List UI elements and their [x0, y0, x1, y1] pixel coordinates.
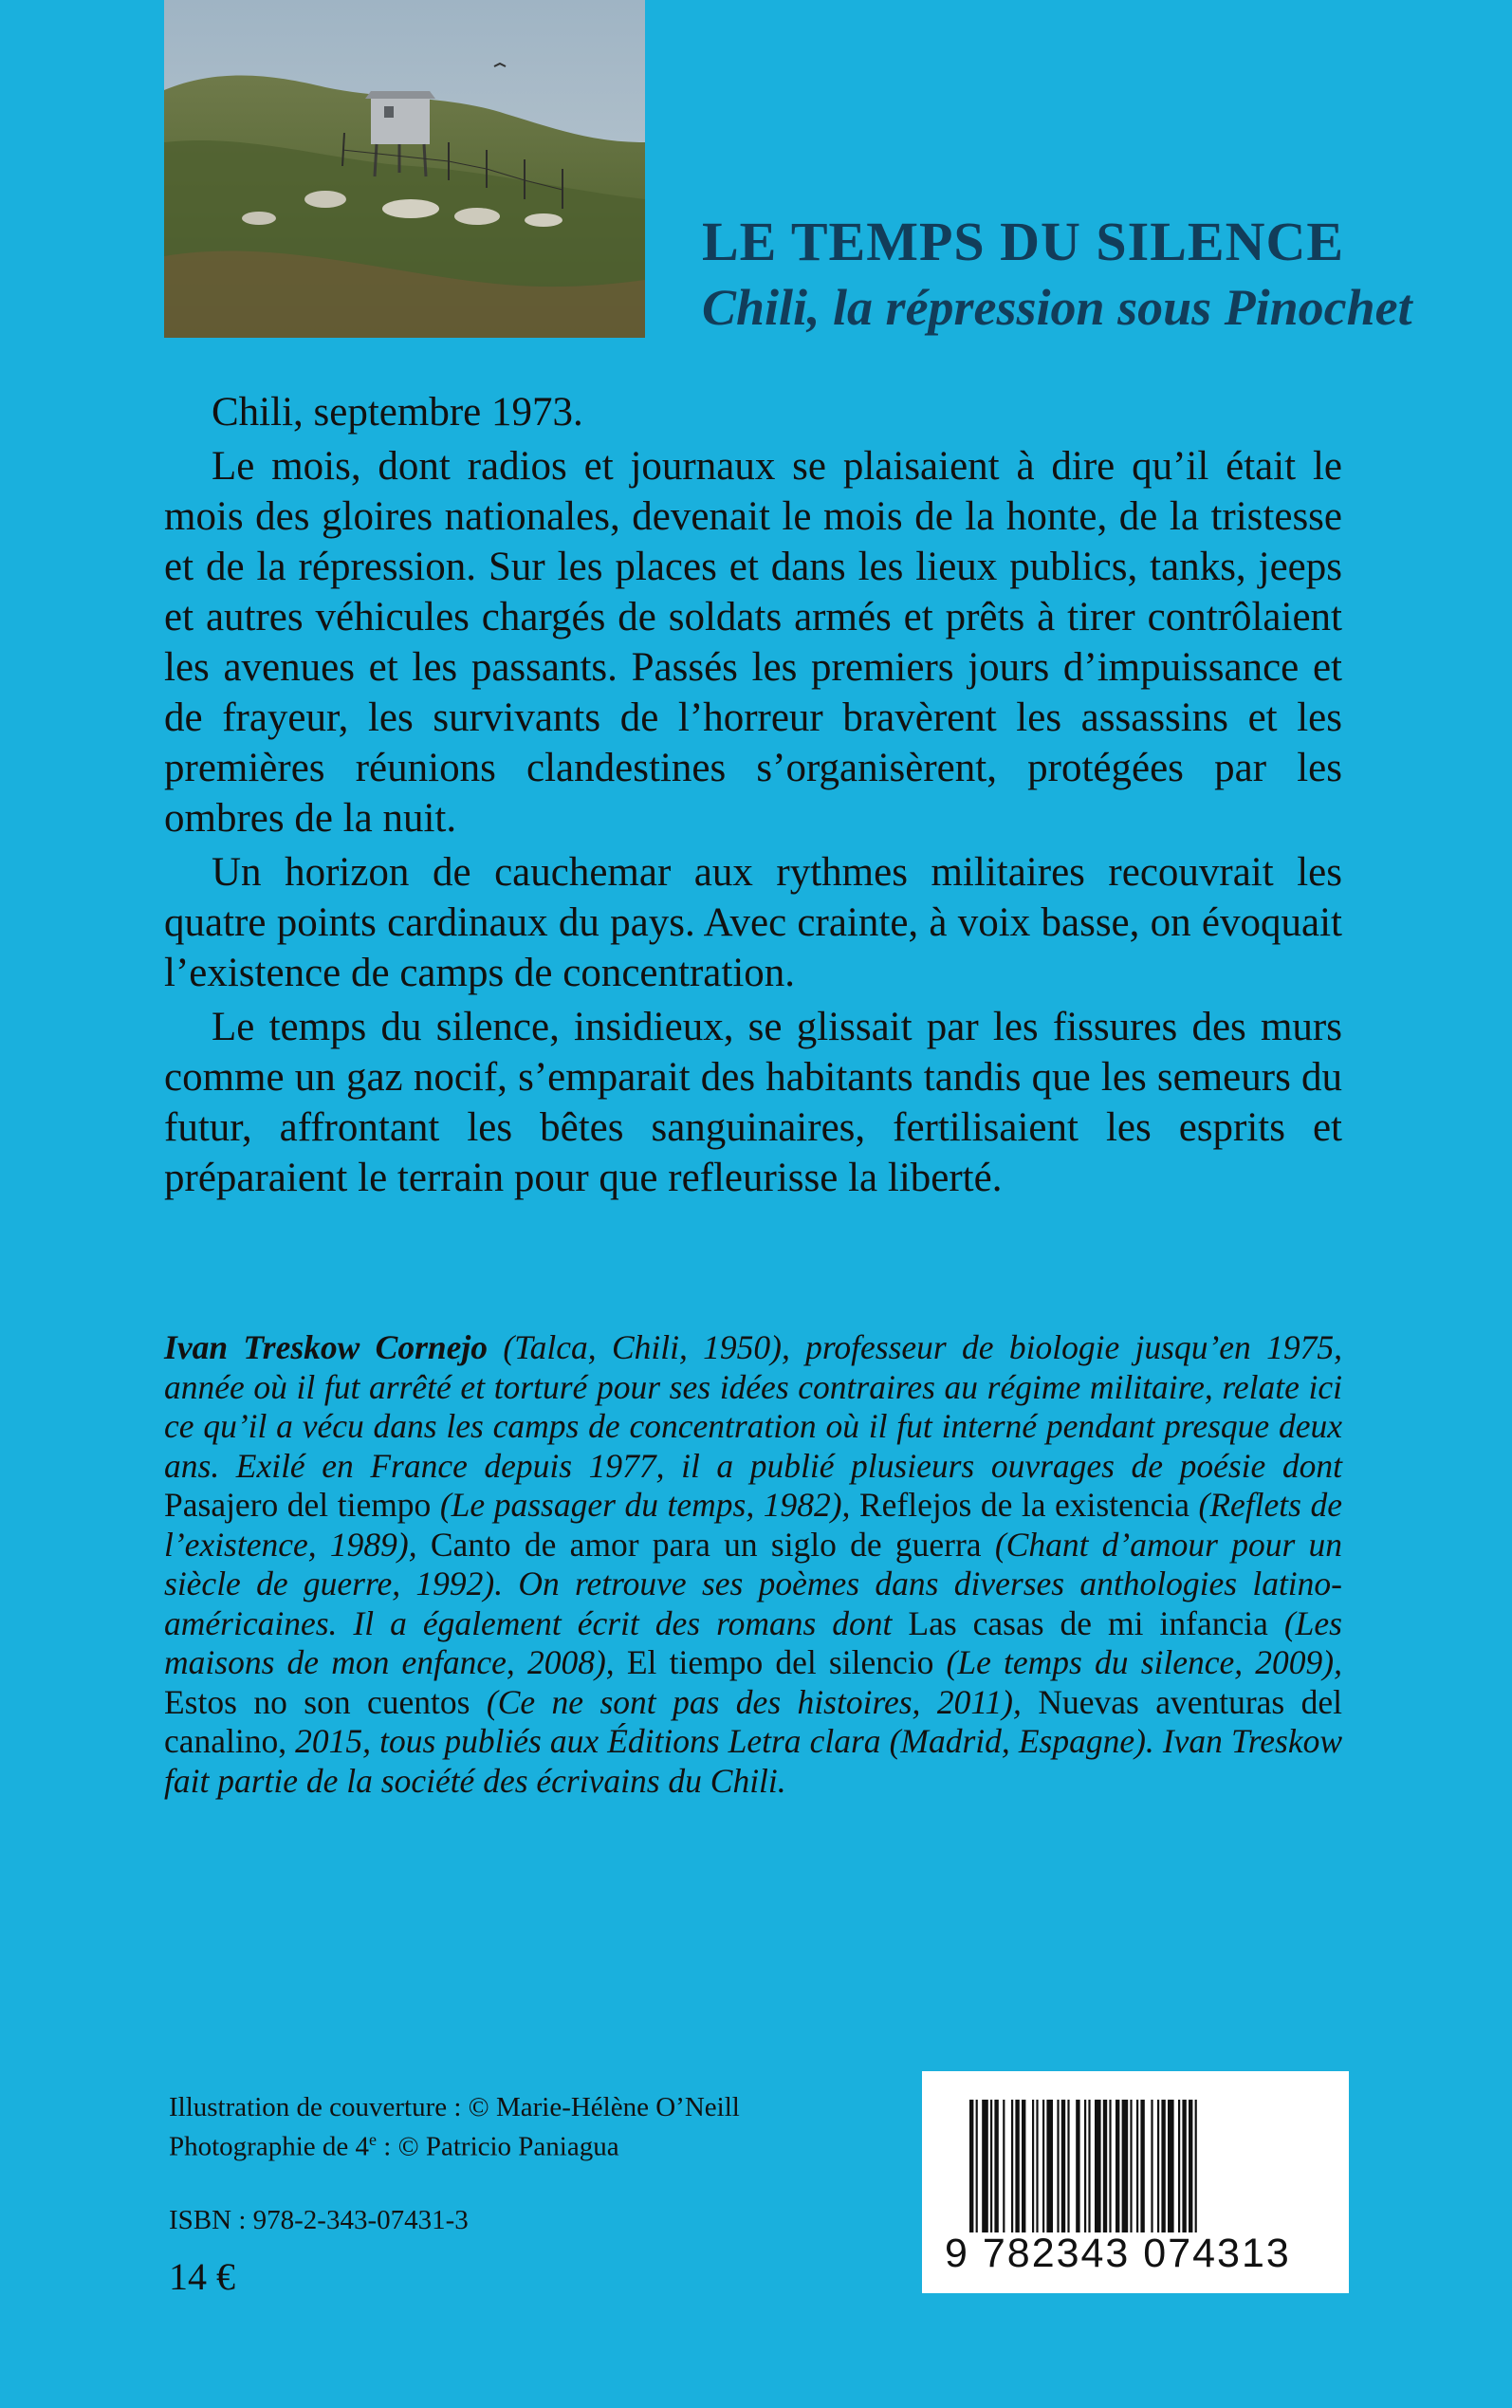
bio-text: 2015, tous publiés aux Éditions Letra clara (Madrid, Espagne). Ivan Treskow fait partie de la société des écrivains du Chili. [164, 1722, 1342, 1800]
isbn: ISBN : 978-2-343-07431-3 [169, 2205, 469, 2235]
barcode-bar [1046, 2100, 1053, 2232]
barcode-bar [1057, 2100, 1059, 2232]
photo-credit-prefix: Photographie de 4 [169, 2131, 370, 2162]
barcode [922, 2071, 1349, 2293]
photo-credit-sup: e [369, 2130, 378, 2149]
book-reference: Estos no son cuentos [164, 1682, 470, 1721]
bio-text: (Reflets de l’existence, 1989), [164, 1486, 1342, 1564]
author-bio [164, 1328, 1342, 1801]
barcode-bar [1130, 2100, 1132, 2232]
synopsis-paragraph: Un horizon de cauchemar aux rythmes militaires recouvrait les quatre points cardinaux du pays. Avec crainte, à voix basse, on évoquait l’existence de camps de concentration. [164, 850, 1342, 995]
book-reference: Pasajero del tiempo [164, 1486, 432, 1524]
book-reference: El tiempo del silencio [626, 1643, 934, 1681]
barcode-bar [1189, 2100, 1192, 2232]
barcode-bar [1011, 2100, 1013, 2232]
barcode-bar [1195, 2100, 1197, 2232]
synopsis-paragraph: Le mois, dont radios et journaux se plaisaient à dire qu’il était le mois des gloires nationales, devenait le mois de la honte, de la tristesse et de la répression. Sur les places et dans les lieux publics, tanks, jeeps et autres véhicules chargés de soldats armés et prêts à tirer contrôlaient les avenues et les passants. Passés les premiers jours d’impuissance et de frayeur, les survivants de l’horreur bravèrent les assassins et les premières réunions clandestines s’organisèrent, protégées par les ombres de la nuit. [164, 444, 1342, 841]
author-name: Ivan Treskow Cornejo [164, 1328, 488, 1366]
barcode-bar [1161, 2100, 1165, 2232]
barcode-bar [990, 2100, 992, 2232]
barcode-bar [1136, 2100, 1138, 2232]
barcode-bar [1036, 2100, 1038, 2232]
barcode-bar [1076, 2100, 1079, 2232]
book-subtitle: Chili, la répression sous Pinochet [702, 279, 1412, 336]
book-reference: Nuevas aventuras del canalino, [164, 1682, 1343, 1760]
barcode-bar [976, 2100, 978, 2232]
barcode-bar [1095, 2100, 1101, 2232]
synopsis [164, 387, 1342, 1207]
book-title: LE TEMPS DU SILENCE [702, 211, 1345, 272]
barcode-digits: 9 782343 074313 [945, 2231, 1291, 2276]
barcode-bar [1103, 2100, 1107, 2232]
title-block [702, 211, 1480, 338]
barcode-bar [969, 2100, 973, 2232]
barcode-bar [1088, 2100, 1090, 2232]
barcode-bar [1168, 2100, 1174, 2232]
barcode-bar [1182, 2100, 1186, 2232]
barcode-bar [1122, 2100, 1129, 2232]
barcode-bar [1140, 2100, 1144, 2232]
bio-text: (Le passager du temps, 1982), [431, 1486, 859, 1524]
illustration-credit: Illustration de couverture : © Marie-Hélène O’Neill [169, 2092, 740, 2122]
photo-credit [169, 2123, 740, 2163]
price: 14 € [169, 2255, 235, 2298]
barcode-bar [1032, 2100, 1034, 2232]
barcode-bar [1022, 2100, 1025, 2232]
photo-credit-suffix: : © Patricio Paniagua [377, 2131, 619, 2162]
barcode-bar [1003, 2100, 1005, 2232]
barcode-bar [982, 2100, 988, 2232]
bio-text: (Ce ne sont pas des histoires, 2011), [470, 1682, 1039, 1721]
bio-text: (Chant d’amour pour un siècle de guerre, 1992). On retrouve ses poèmes dans diverses anthologies latino-américaines. Il a également écrit des romans dont [164, 1525, 1343, 1642]
barcode-bar [1157, 2100, 1159, 2232]
barcode-bars [969, 2100, 1301, 2242]
bio-text: (Les maisons de mon enfance, 2008), [164, 1603, 1342, 1681]
barcode-bar [1067, 2100, 1069, 2232]
book-reference: Canto de amor para un siglo de guerra [430, 1525, 982, 1564]
barcode-bar [1042, 2100, 1044, 2232]
synopsis-paragraph: Chili, septembre 1973. [212, 390, 583, 435]
synopsis-paragraph: Le temps du silence, insidieux, se glissait par les fissures des murs comme un gaz nocif, s’emparait des habitants tandis que les semeurs du futur, affrontant les bêtes sanguinaires, fertilisaient les esprits et préparaient le terrain pour que refleurisse la liberté. [164, 1005, 1342, 1200]
cover-photo [164, 0, 645, 338]
barcode-bar [994, 2100, 998, 2232]
bio-text: (Le temps du silence, 2009), [933, 1643, 1343, 1681]
barcode-bar [1116, 2100, 1119, 2232]
barcode-bar [1015, 2100, 1019, 2232]
bio-text: (Talca, Chili, 1950), professeur de biologie jusqu’en 1975, année où il fut arrêté et torturé pour ses idées contraires au régime militaire, relate ici ce qu’il a vécu dans les camps de concentration où il fut interné pendant presque deux ans. Exilé en France depuis 1977, il a publié plusieurs ouvrages de poésie dont [164, 1328, 1342, 1485]
barcode-bar [1084, 2100, 1086, 2232]
book-reference: Reflejos de la existencia [858, 1486, 1189, 1524]
barcode-bar [1178, 2100, 1180, 2232]
barcode-bar [1151, 2100, 1152, 2232]
barcode-bar [1109, 2100, 1111, 2232]
hillside-hut-photo [164, 0, 645, 338]
book-reference: Las casas de mi infancia [908, 1603, 1268, 1642]
credits [169, 2091, 740, 2163]
barcode-bar [1061, 2100, 1065, 2232]
